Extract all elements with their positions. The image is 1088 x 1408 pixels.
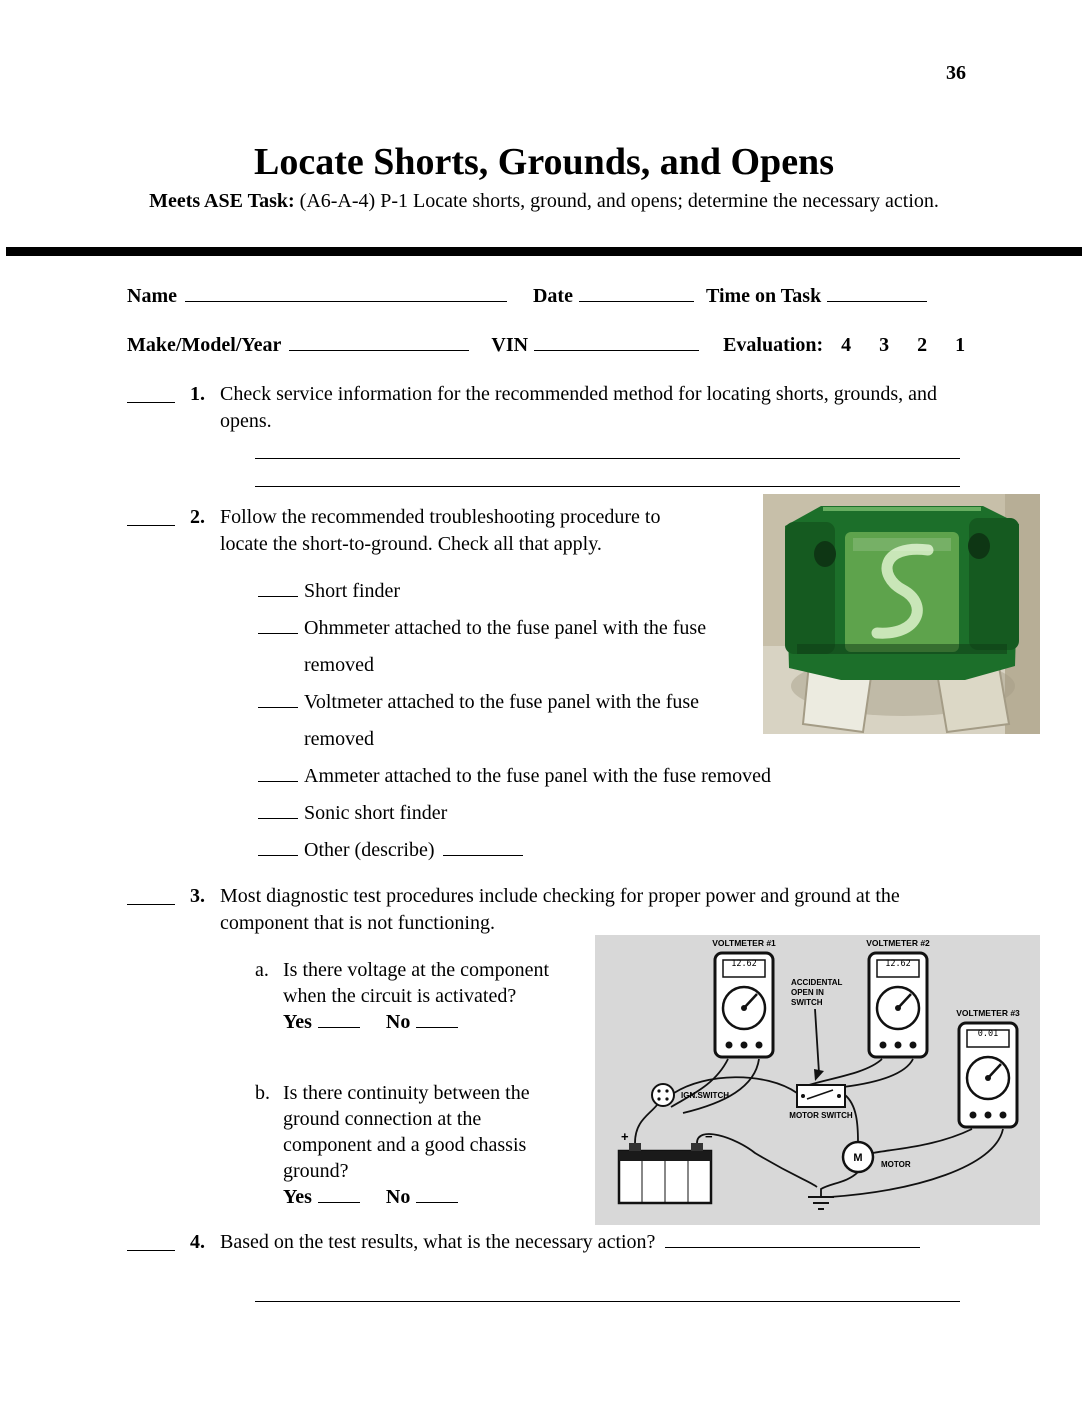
option-label: Ammeter attached to the fuse panel with the fuse removed xyxy=(304,765,772,787)
fuse-photo xyxy=(763,494,1040,734)
ase-task-label: Meets ASE Task: xyxy=(149,190,295,212)
name-label: Name xyxy=(127,285,177,307)
q3b-body xyxy=(283,1080,559,1210)
yes-label: Yes xyxy=(283,1186,312,1208)
q2-options xyxy=(258,573,843,869)
q2-number: 2. xyxy=(190,506,205,528)
no-blank xyxy=(416,1009,458,1028)
page-number: 36 xyxy=(946,62,966,84)
vin-label: VIN xyxy=(491,334,529,356)
q4-number: 4. xyxy=(190,1231,205,1253)
q3b-text: Is there continuity between the ground connection at the component and a good chassis ground? xyxy=(283,1082,530,1182)
time-on-task-field-blank xyxy=(827,283,927,302)
ase-task-line xyxy=(139,188,949,214)
option-check-blank xyxy=(258,578,298,597)
ign-switch-label: IGN.SWITCH xyxy=(681,1091,729,1100)
voltmeter2-label: VOLTMETER #2 xyxy=(866,938,930,948)
option-check-blank xyxy=(258,615,298,634)
evaluation-label: Evaluation: xyxy=(723,334,824,356)
motor-label: MOTOR xyxy=(881,1160,911,1169)
q3-text: Most diagnostic test procedures include checking for proper power and ground at the component that is not functioning. xyxy=(220,885,900,934)
motor-switch xyxy=(789,1085,853,1120)
q2-grade-blank xyxy=(127,507,175,526)
q3b-yes-no-row xyxy=(283,1184,559,1210)
no-label: No xyxy=(385,1186,411,1208)
checklist-option-voltmeter xyxy=(258,684,733,758)
accidental-open-line1: ACCIDENTAL xyxy=(791,978,843,987)
ase-task-text: (A6-A-4) P-1 Locate shorts, ground, and opens; determine the necessary action. xyxy=(294,190,939,212)
yes-blank xyxy=(318,1009,360,1028)
name-field-blank xyxy=(185,283,507,302)
make-model-year-field-blank xyxy=(289,332,469,351)
q1-number: 1. xyxy=(190,383,205,405)
option-check-blank xyxy=(258,800,298,819)
make-model-year-label: Make/Model/Year xyxy=(127,334,282,356)
checklist-option-short-finder xyxy=(258,573,843,610)
form-row-identity xyxy=(127,283,927,308)
option-label: Other (describe) xyxy=(304,839,435,861)
yes-label: Yes xyxy=(283,1011,312,1033)
accidental-open-line3: SWITCH xyxy=(791,998,823,1007)
question-3 xyxy=(127,883,955,936)
q2-text: Follow the recommended troubleshooting procedure to locate the short-to-ground. Check all that apply. xyxy=(220,506,661,555)
voltmeter1-reading: 12.62 xyxy=(731,959,757,969)
question-4 xyxy=(127,1229,960,1256)
q3a-yes-no-row xyxy=(283,1009,557,1035)
motor-switch-label: MOTOR SWITCH xyxy=(789,1111,853,1120)
option-label: Ohmmeter attached to the fuse panel with the fuse removed xyxy=(304,617,707,676)
voltmeter2-reading: 12.62 xyxy=(885,959,911,969)
vin-field-blank xyxy=(534,332,699,351)
form-row-vehicle xyxy=(127,332,965,357)
voltmeter1-label: VOLTMETER #1 xyxy=(712,938,776,948)
question-3b xyxy=(255,1080,559,1210)
battery-plus-sign: + xyxy=(621,1129,629,1144)
voltmeter3-label: VOLTMETER #3 xyxy=(956,1008,1020,1018)
q3a-letter: a. xyxy=(255,959,269,981)
evaluation-2: 2 xyxy=(917,334,928,356)
q4-answer-blank xyxy=(665,1229,920,1248)
evaluation-3: 3 xyxy=(879,334,890,356)
no-blank xyxy=(416,1184,458,1203)
page-title: Locate Shorts, Grounds, and Opens xyxy=(254,141,834,183)
voltmeter3-reading: 0.01 xyxy=(977,1029,999,1039)
circuit-diagram xyxy=(595,935,1040,1225)
q3b-letter: b. xyxy=(255,1082,270,1104)
no-label: No xyxy=(385,1011,411,1033)
q1-grade-blank xyxy=(127,384,175,403)
date-label: Date xyxy=(532,285,573,307)
q1-answer-line-2 xyxy=(255,486,960,487)
accidental-open-line2: OPEN IN xyxy=(791,988,824,997)
time-on-task-label: Time on Task xyxy=(705,285,822,307)
question-1 xyxy=(127,381,960,434)
q1-answer-line-1 xyxy=(255,458,960,459)
q3-grade-blank xyxy=(127,886,175,905)
other-describe-blank xyxy=(443,837,523,856)
option-check-blank xyxy=(258,689,298,708)
checklist-option-ammeter xyxy=(258,758,843,795)
fuse-photo-graphic xyxy=(763,494,1040,734)
question-2 xyxy=(127,504,705,557)
option-check-blank xyxy=(258,837,298,856)
question-3a xyxy=(255,957,557,1035)
motor-letter: M xyxy=(853,1152,863,1164)
q1-text: Check service information for the recommended method for locating shorts, grounds, and opens. xyxy=(220,383,938,432)
date-field-blank xyxy=(579,283,694,302)
q4-grade-blank xyxy=(127,1232,175,1251)
battery-minus-sign: − xyxy=(705,1129,713,1144)
circuit-diagram-graphic xyxy=(595,935,1040,1225)
q4-text: Based on the test results, what is the necessary action? xyxy=(220,1231,656,1253)
option-label: Short finder xyxy=(304,580,401,602)
q4-body xyxy=(220,1229,960,1256)
option-label: Voltmeter attached to the fuse panel with the fuse removed xyxy=(304,691,700,750)
option-check-blank xyxy=(258,763,298,782)
q3a-text: Is there voltage at the component when the circuit is activated? xyxy=(283,959,550,1007)
checklist-option-other xyxy=(258,832,843,869)
checklist-option-sonic-short-finder xyxy=(258,795,843,832)
yes-blank xyxy=(318,1184,360,1203)
evaluation-1: 1 xyxy=(955,334,966,356)
option-label: Sonic short finder xyxy=(304,802,448,824)
evaluation-4: 4 xyxy=(841,334,852,356)
q4-answer-line xyxy=(255,1301,960,1302)
q3-number: 3. xyxy=(190,885,205,907)
checklist-option-ohmmeter xyxy=(258,610,713,684)
divider-rule xyxy=(6,247,1082,256)
q3a-body xyxy=(283,957,557,1035)
